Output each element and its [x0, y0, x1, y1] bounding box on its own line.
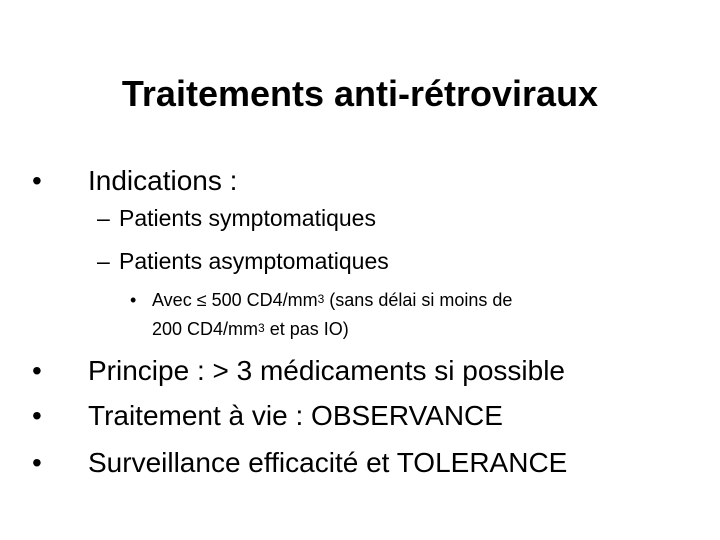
bullet-dot: • — [32, 447, 42, 478]
bullet-dot: • — [32, 400, 42, 431]
bullet-indications-label: Indications : — [88, 165, 238, 196]
bullet-dot: • — [32, 165, 42, 196]
detail-line2-sup: 3 — [258, 321, 265, 335]
detail-cd4-text — [152, 286, 652, 344]
sub-item-symptomatic-label: Patients symptomatiques — [119, 205, 376, 231]
dash-marker: – — [97, 205, 110, 231]
bullet-surveillance-label: Surveillance efficacité et TOLERANCE — [88, 447, 568, 478]
sub-item-asymptomatic-label: Patients asymptomatiques — [119, 248, 389, 274]
detail-line1-sup: 3 — [317, 292, 325, 306]
bullet-dot: • — [32, 355, 42, 386]
slide-title: Traitements anti-rétroviraux — [121, 73, 599, 114]
detail-line1-part1: Avec ≤ 500 CD4/mm — [152, 290, 318, 310]
detail-line1-part2: (sans délai si moins de — [324, 290, 513, 310]
bullet-traitement-label: Traitement à vie : OBSERVANCE — [88, 400, 503, 431]
detail-line2-part2: et pas IO) — [264, 319, 349, 339]
bullet-principe-label: Principe : > 3 médicaments si possible — [88, 355, 565, 386]
bullet-dot: • — [130, 290, 137, 310]
dash-marker: – — [97, 248, 110, 274]
detail-line2-part1: 200 CD4/mm — [152, 319, 259, 339]
